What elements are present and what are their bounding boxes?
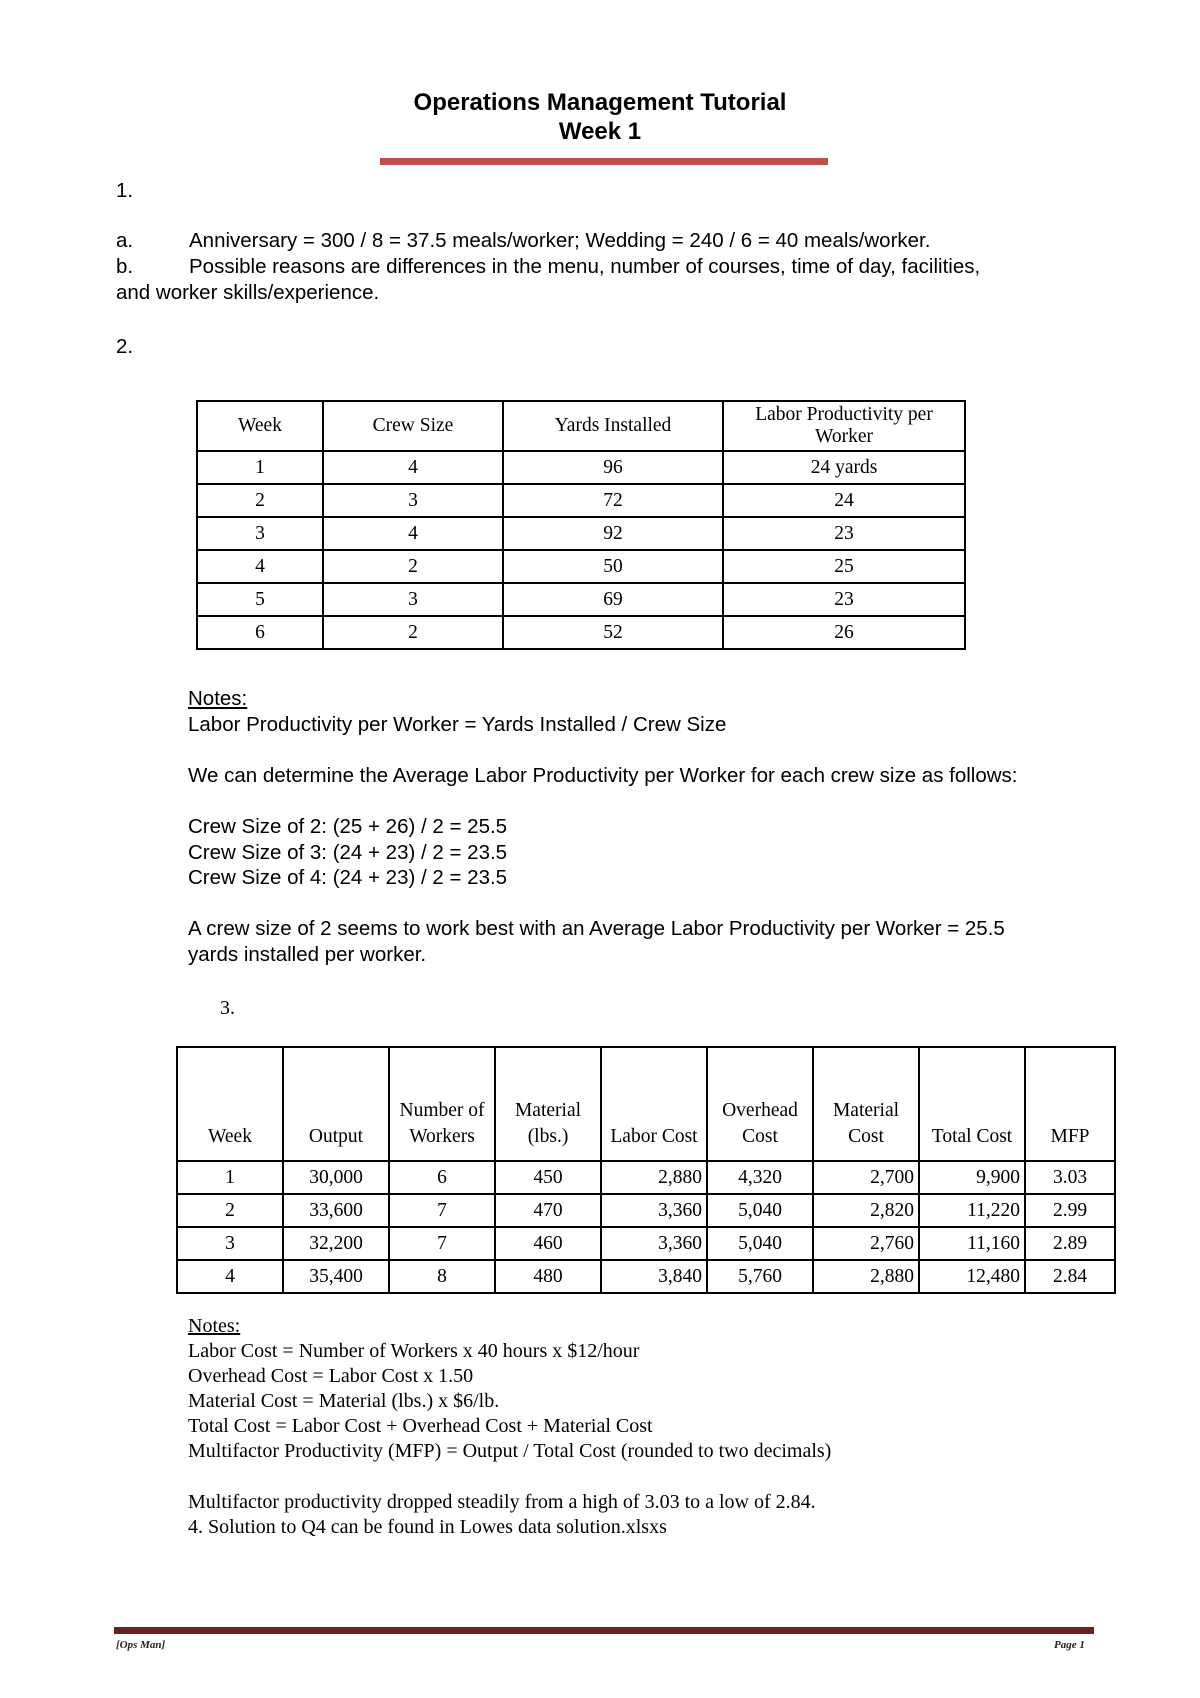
table-row xyxy=(177,1194,1115,1227)
q2-conclusion-line2: yards installed per worker. xyxy=(188,943,427,966)
q2-conclusion-line1: A crew size of 2 seems to work best with an Average Labor Productivity per Worker = 25.5 xyxy=(188,917,1005,940)
table-cell: 3 xyxy=(323,583,503,616)
table-cell: 3 xyxy=(323,484,503,517)
q2-calc-crew-3: Crew Size of 3: (24 + 23) / 2 = 23.5 xyxy=(188,841,508,864)
header-cell-week: Week xyxy=(177,1047,283,1161)
table-cell: 5,040 xyxy=(707,1194,813,1227)
q1-part-a xyxy=(116,228,930,254)
table-cell: 69 xyxy=(503,583,723,616)
table-cell: 470 xyxy=(495,1194,601,1227)
table-cell: 50 xyxy=(503,550,723,583)
table-cell: 3 xyxy=(197,517,323,550)
header-cell-week: Week xyxy=(197,401,323,451)
table-cell: 4 xyxy=(323,451,503,484)
table-cell: 3,360 xyxy=(601,1227,707,1260)
header-cell-overhead-cost: Overhead Cost xyxy=(707,1047,813,1161)
table-cell: 11,160 xyxy=(919,1227,1025,1260)
header-cell-total-cost: Total Cost xyxy=(919,1047,1025,1161)
crew-productivity-table xyxy=(196,400,966,650)
table-cell: 24 xyxy=(723,484,965,517)
table-cell: 6 xyxy=(197,616,323,649)
document-title: Operations Management Tutorial xyxy=(413,89,787,116)
table-cell: 3 xyxy=(177,1227,283,1260)
table-cell: 25 xyxy=(723,550,965,583)
q3-notes-heading: Notes: xyxy=(188,1315,241,1337)
table-cell: 23 xyxy=(723,583,965,616)
header-cell-labor-productivity: Labor Productivity per Worker xyxy=(723,401,965,451)
table-cell: 24 yards xyxy=(723,451,965,484)
table-cell: 4 xyxy=(177,1260,283,1293)
table-row xyxy=(197,484,965,517)
document-subtitle: Week 1 xyxy=(558,118,642,145)
footer-left-label: [Ops Man] xyxy=(116,1639,166,1651)
table-row xyxy=(197,583,965,616)
table-cell: 52 xyxy=(503,616,723,649)
table-cell: 2 xyxy=(323,550,503,583)
q1-part-b xyxy=(116,254,980,280)
table-cell: 92 xyxy=(503,517,723,550)
table-cell: 480 xyxy=(495,1260,601,1293)
table-cell: 2 xyxy=(323,616,503,649)
table-cell: 2,880 xyxy=(813,1260,919,1293)
table-header-row xyxy=(197,401,965,451)
table-cell: 3.03 xyxy=(1025,1161,1115,1194)
table-cell: 450 xyxy=(495,1161,601,1194)
header-cell-yards-installed: Yards Installed xyxy=(503,401,723,451)
table-cell: 2,820 xyxy=(813,1194,919,1227)
q3-note-material-cost: Material Cost = Material (lbs.) x $6/lb. xyxy=(188,1390,500,1412)
q2-number: 2. xyxy=(116,335,134,358)
table-cell: 460 xyxy=(495,1227,601,1260)
footer-page-number: Page 1 xyxy=(1054,1639,1085,1651)
q1-a-text: Anniversary = 300 / 8 = 37.5 meals/worker; Wedding = 240 / 6 = 40 meals/worker. xyxy=(189,229,931,252)
q2-intro: We can determine the Average Labor Productivity per Worker for each crew size as follows: xyxy=(188,764,1018,787)
table-header-row xyxy=(177,1047,1115,1161)
title-divider xyxy=(380,158,828,165)
header-cell-mfp: MFP xyxy=(1025,1047,1115,1161)
table-cell: 35,400 xyxy=(283,1260,389,1293)
table-cell: 32,200 xyxy=(283,1227,389,1260)
table-cell: 3,360 xyxy=(601,1194,707,1227)
q3-note-total-cost: Total Cost = Labor Cost + Overhead Cost + Material Cost xyxy=(188,1415,653,1437)
q3-note-labor-cost: Labor Cost = Number of Workers x 40 hours x $12/hour xyxy=(188,1340,640,1362)
footer-divider xyxy=(114,1627,1094,1634)
header-cell-number-of-workers: Number of Workers xyxy=(389,1047,495,1161)
table-cell: 1 xyxy=(197,451,323,484)
q3-number: 3. xyxy=(220,997,235,1019)
header-cell-crew-size: Crew Size xyxy=(323,401,503,451)
table-cell: 11,220 xyxy=(919,1194,1025,1227)
table-cell: 3,840 xyxy=(601,1260,707,1293)
table-row xyxy=(197,517,965,550)
q2-calc-crew-2: Crew Size of 2: (25 + 26) / 2 = 25.5 xyxy=(188,815,508,838)
table-cell: 23 xyxy=(723,517,965,550)
table-cell: 6 xyxy=(389,1161,495,1194)
table-cell: 26 xyxy=(723,616,965,649)
table-cell: 7 xyxy=(389,1194,495,1227)
table-row xyxy=(197,616,965,649)
q1-b-text-line2: and worker skills/experience. xyxy=(116,281,380,304)
table-cell: 12,480 xyxy=(919,1260,1025,1293)
table-cell: 7 xyxy=(389,1227,495,1260)
table-cell: 33,600 xyxy=(283,1194,389,1227)
q1-b-text-line1: Possible reasons are differences in the menu, number of courses, time of day, facilities, xyxy=(189,255,981,278)
table-row xyxy=(177,1227,1115,1260)
table-cell: 4 xyxy=(197,550,323,583)
table-cell: 72 xyxy=(503,484,723,517)
table-cell: 9,900 xyxy=(919,1161,1025,1194)
table-cell: 5,040 xyxy=(707,1227,813,1260)
table-cell: 4 xyxy=(323,517,503,550)
q2-notes-heading: Notes: xyxy=(188,687,248,710)
q2-formula: Labor Productivity per Worker = Yards Installed / Crew Size xyxy=(188,713,727,736)
q1-b-label: b. xyxy=(116,255,134,278)
table-cell: 4,320 xyxy=(707,1161,813,1194)
q2-calc-crew-4: Crew Size of 4: (24 + 23) / 2 = 23.5 xyxy=(188,866,508,889)
q4-solution-reference: 4. Solution to Q4 can be found in Lowes data solution.xlsxs xyxy=(188,1516,667,1538)
table-cell: 8 xyxy=(389,1260,495,1293)
q3-note-mfp: Multifactor Productivity (MFP) = Output / Total Cost (rounded to two decimals) xyxy=(188,1440,832,1462)
header-cell-output: Output xyxy=(283,1047,389,1161)
table-cell: 96 xyxy=(503,451,723,484)
table-cell: 2,700 xyxy=(813,1161,919,1194)
table-cell: 2.84 xyxy=(1025,1260,1115,1293)
q1-number: 1. xyxy=(116,179,134,202)
q3-conclusion: Multifactor productivity dropped steadily from a high of 3.03 to a low of 2.84. xyxy=(188,1491,816,1513)
table-cell: 5 xyxy=(197,583,323,616)
table-row xyxy=(197,550,965,583)
table-row xyxy=(177,1161,1115,1194)
table-cell: 2.99 xyxy=(1025,1194,1115,1227)
table-cell: 2 xyxy=(197,484,323,517)
header-cell-material-lbs: Material (lbs.) xyxy=(495,1047,601,1161)
table-cell: 2 xyxy=(177,1194,283,1227)
table-cell: 30,000 xyxy=(283,1161,389,1194)
table-cell: 2.89 xyxy=(1025,1227,1115,1260)
q1-a-label: a. xyxy=(116,229,134,252)
q3-note-overhead-cost: Overhead Cost = Labor Cost x 1.50 xyxy=(188,1365,474,1387)
table-row xyxy=(177,1260,1115,1293)
header-cell-material-cost: Material Cost xyxy=(813,1047,919,1161)
table-cell: 1 xyxy=(177,1161,283,1194)
header-cell-labor-cost: Labor Cost xyxy=(601,1047,707,1161)
table-row xyxy=(197,451,965,484)
multifactor-productivity-table xyxy=(176,1046,1116,1294)
table-cell: 2,880 xyxy=(601,1161,707,1194)
table-cell: 5,760 xyxy=(707,1260,813,1293)
table-cell: 2,760 xyxy=(813,1227,919,1260)
